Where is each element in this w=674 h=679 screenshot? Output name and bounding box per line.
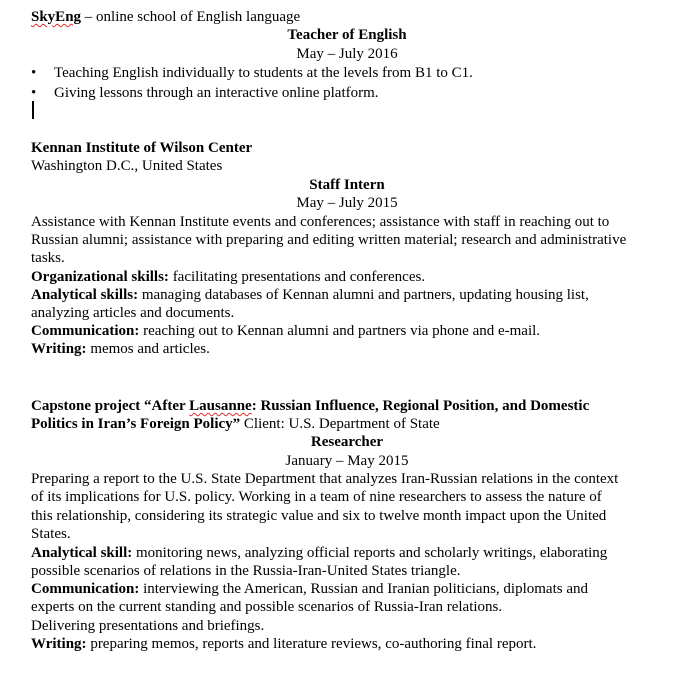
capstone-heading-squiggle: Lausanne bbox=[189, 398, 252, 414]
kennan-skill-communication: Communication: reaching out to Kennan alumni and partners via phone and e-mail. bbox=[31, 323, 541, 339]
kennan-skill-writing: Writing: memos and articles. bbox=[31, 341, 210, 357]
kennan-job-title: Staff Intern bbox=[309, 177, 385, 193]
capstone-skill-communication: Communication: interviewing the American, Russian and Iranian politicians, diplomats and bbox=[31, 581, 588, 597]
skyeng-dates: May – July 2016 bbox=[296, 46, 398, 62]
capstone-heading-line1: Capstone project “After Lausanne: Russian Influence, Regional Position, and Domestic bbox=[31, 398, 590, 414]
kennan-dates: May – July 2015 bbox=[296, 195, 398, 211]
capstone-job-title: Researcher bbox=[310, 434, 384, 450]
capstone-skill-analytical: Analytical skill: monitoring news, analyzing official reports and scholarly writings, elaborating bbox=[31, 545, 608, 561]
capstone-skill-communication-cont: experts on the current standing and possible scenarios of Russia-Iran relations. bbox=[31, 599, 503, 615]
capstone-delivering: Delivering presentations and briefings. bbox=[31, 618, 265, 634]
kennan-description-line: Assistance with Kennan Institute events and conferences; assistance with staff in reaching out to bbox=[31, 214, 610, 230]
capstone-description-line: Preparing a report to the U.S. State Department that analyzes Iran-Russian relations in the context bbox=[31, 471, 619, 487]
capstone-description-line: this relationship, considering its strategic value and six to twelve month impact upon the United bbox=[31, 508, 607, 524]
kennan-skill-organizational: Organizational skills: facilitating presentations and conferences. bbox=[31, 269, 426, 285]
bullet-icon: • bbox=[31, 85, 37, 101]
capstone-skill-analytical-cont: possible scenarios of relations in the Russia-Iran-United States triangle. bbox=[31, 563, 461, 579]
skyeng-job-title: Teacher of English bbox=[287, 27, 407, 43]
kennan-skill-analytical-cont: analyzing articles and documents. bbox=[31, 305, 235, 321]
skyeng-org-line bbox=[31, 8, 300, 26]
capstone-dates: January – May 2015 bbox=[285, 453, 409, 469]
kennan-description-line: tasks. bbox=[31, 250, 65, 266]
kennan-org-name: Kennan Institute of Wilson Center bbox=[31, 140, 253, 156]
capstone-description-line: of its implications for U.S. policy. Working in a team of nine researchers to assess the nature of bbox=[31, 489, 602, 505]
kennan-location: Washington D.C., United States bbox=[31, 158, 223, 174]
capstone-heading-line2: Politics in Iran’s Foreign Policy” Client: U.S. Department of State bbox=[31, 416, 440, 432]
skyeng-org-desc: – online school of English language bbox=[81, 9, 301, 25]
kennan-description-line: Russian alumni; assistance with preparing and editing written material; research and administrative bbox=[31, 232, 627, 248]
text-cursor bbox=[32, 101, 34, 119]
kennan-skill-analytical: Analytical skills: managing databases of Kennan alumni and partners, updating housing list, bbox=[31, 287, 589, 303]
capstone-client: Client: U.S. Department of State bbox=[240, 416, 440, 432]
bullet-icon: • bbox=[31, 65, 37, 81]
skyeng-org-name: SkyEng bbox=[31, 9, 82, 25]
capstone-description-line: States. bbox=[31, 526, 71, 542]
capstone-skill-writing: Writing: preparing memos, reports and literature reviews, co-authoring final report. bbox=[31, 636, 537, 652]
